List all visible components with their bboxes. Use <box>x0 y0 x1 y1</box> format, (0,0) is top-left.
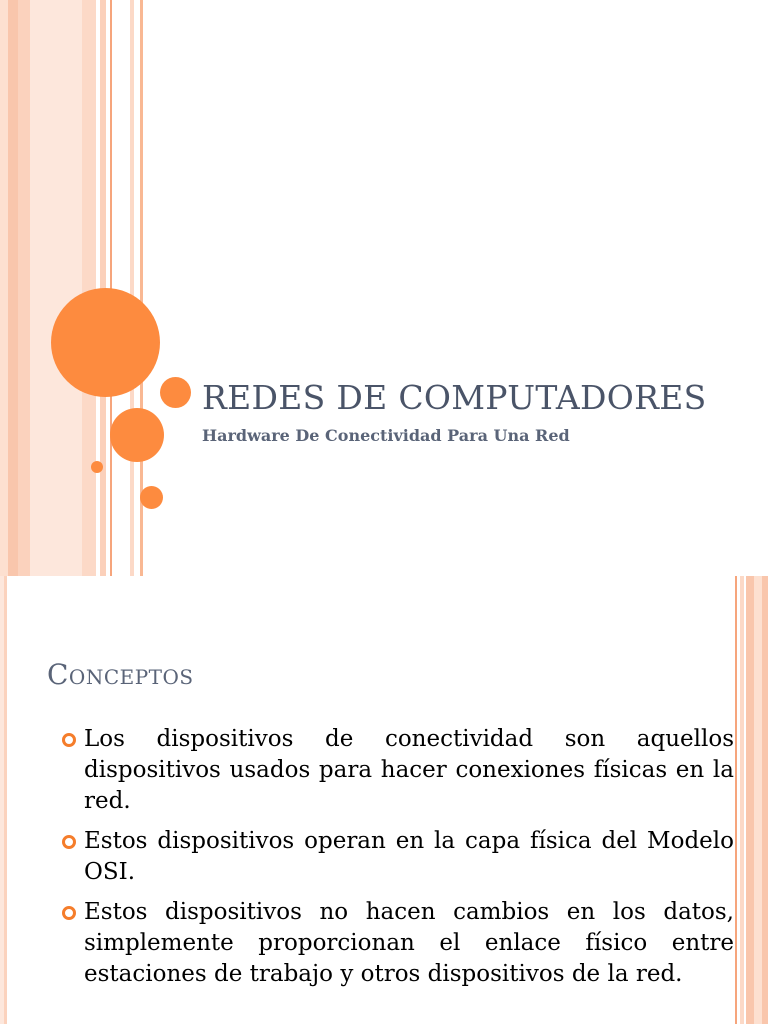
bullet-item <box>62 826 734 888</box>
bullet-text: Estos dispositivos operan en la capa física del Modelo OSI. <box>84 828 734 885</box>
bullet-item <box>62 724 734 817</box>
decorative-circle <box>140 486 163 509</box>
decorative-circle-small <box>91 461 103 473</box>
concepts-slide <box>0 576 768 1024</box>
bullet-item <box>62 897 734 990</box>
decorative-circle <box>160 377 191 408</box>
slide-title: REDES DE COMPUTADORES <box>202 378 707 417</box>
decorative-stripe <box>82 0 96 576</box>
decorative-stripe <box>8 0 18 576</box>
circle-bullet-icon <box>62 733 76 747</box>
decorative-circle <box>110 408 164 462</box>
decorative-stripe <box>754 576 762 1024</box>
bullet-text: Estos dispositivos no hacen cambios en los datos, simplemente proporcionan el enlace físico entre estaciones de trabajo y otros dispositivos de la red. <box>84 899 734 987</box>
decorative-stripe <box>4 576 7 1024</box>
slide-subtitle: Hardware De Conectividad Para Una Red <box>202 426 570 445</box>
bullet-text: Los dispositivos de conectividad son aquellos dispositivos usados para hacer conexiones físicas en la red. <box>84 726 734 814</box>
circle-bullet-icon <box>62 906 76 920</box>
slide-heading: Conceptos <box>47 658 194 691</box>
decorative-stripe <box>740 576 744 1024</box>
decorative-stripe <box>18 0 30 576</box>
decorative-stripe <box>0 0 8 576</box>
decorative-stripe <box>762 576 768 1024</box>
decorative-stripe <box>735 576 737 1024</box>
bullet-list <box>62 724 734 999</box>
decorative-stripe <box>746 576 754 1024</box>
decorative-stripe <box>130 0 134 576</box>
decorative-circle-large <box>51 288 160 397</box>
circle-bullet-icon <box>62 835 76 849</box>
decorative-stripe <box>30 0 82 576</box>
